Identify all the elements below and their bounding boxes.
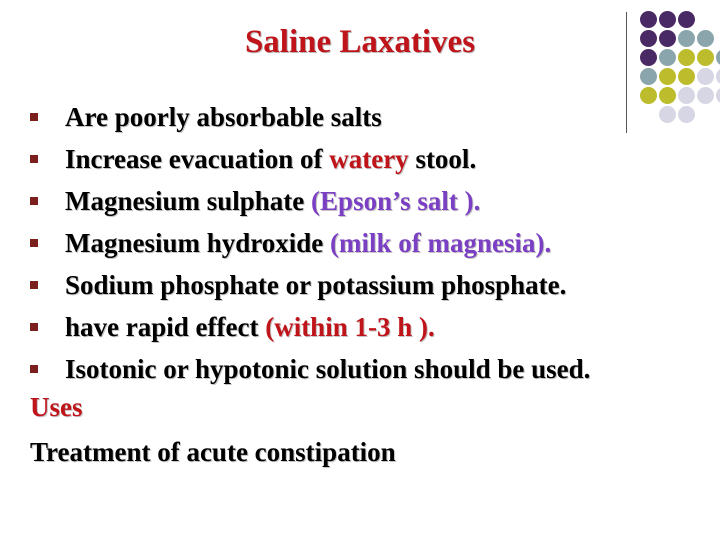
uses-text: Treatment of acute constipation (30, 437, 396, 467)
bullet-text: Magnesium sulphate (65, 185, 312, 216)
bullet-text: Magnesium hydroxide (65, 227, 331, 258)
decor-dot (697, 30, 714, 47)
bullet-marker-icon (30, 155, 38, 163)
bullet-marker-icon (30, 197, 38, 205)
bullet-text: Sodium phosphate or potassium phosphate. (65, 269, 567, 300)
decor-dot (678, 11, 695, 28)
bullet-item (30, 306, 720, 348)
bullet-text: stool. (408, 143, 477, 174)
uses-heading: Uses (30, 392, 83, 422)
bullet-marker-icon (30, 239, 38, 247)
bullet-item (30, 348, 720, 390)
bullet-item (30, 138, 720, 180)
decor-dot (678, 30, 695, 47)
decor-dot (716, 68, 720, 85)
decor-dot (678, 68, 695, 85)
decor-dot (659, 30, 676, 47)
bullet-marker-icon (30, 365, 38, 373)
slide-title: Saline Laxatives (244, 24, 476, 60)
bullet-item (30, 96, 720, 138)
decor-dot (640, 30, 657, 47)
decor-dot (659, 11, 676, 28)
decor-dot (640, 68, 657, 85)
bullet-marker-icon (30, 113, 38, 121)
decor-dot (697, 68, 714, 85)
bullet-list (30, 96, 720, 390)
decor-dot (640, 11, 657, 28)
bullet-item (30, 264, 720, 306)
bullet-item (30, 180, 720, 222)
bullet-text: (within 1-3 h ). (265, 311, 435, 342)
bullet-text: Increase evacuation of (65, 143, 330, 174)
decor-dot (640, 49, 657, 66)
bullet-text: watery (329, 143, 409, 174)
decor-dot (659, 49, 676, 66)
bullet-text: Are poorly absorbable salts (65, 101, 382, 132)
decor-dot (678, 49, 695, 66)
decor-dot (659, 68, 676, 85)
decor-dot (697, 49, 714, 66)
bullet-text: Isotonic or hypotonic solution should be used. (65, 353, 591, 384)
bullet-text: (Epson’s salt ). (311, 185, 481, 216)
bullet-item (30, 222, 720, 264)
bullet-marker-icon (30, 323, 38, 331)
bullet-text: have rapid effect (65, 311, 266, 342)
bullet-marker-icon (30, 281, 38, 289)
decor-dot (716, 49, 720, 66)
bullet-text: (milk of magnesia). (330, 227, 552, 258)
